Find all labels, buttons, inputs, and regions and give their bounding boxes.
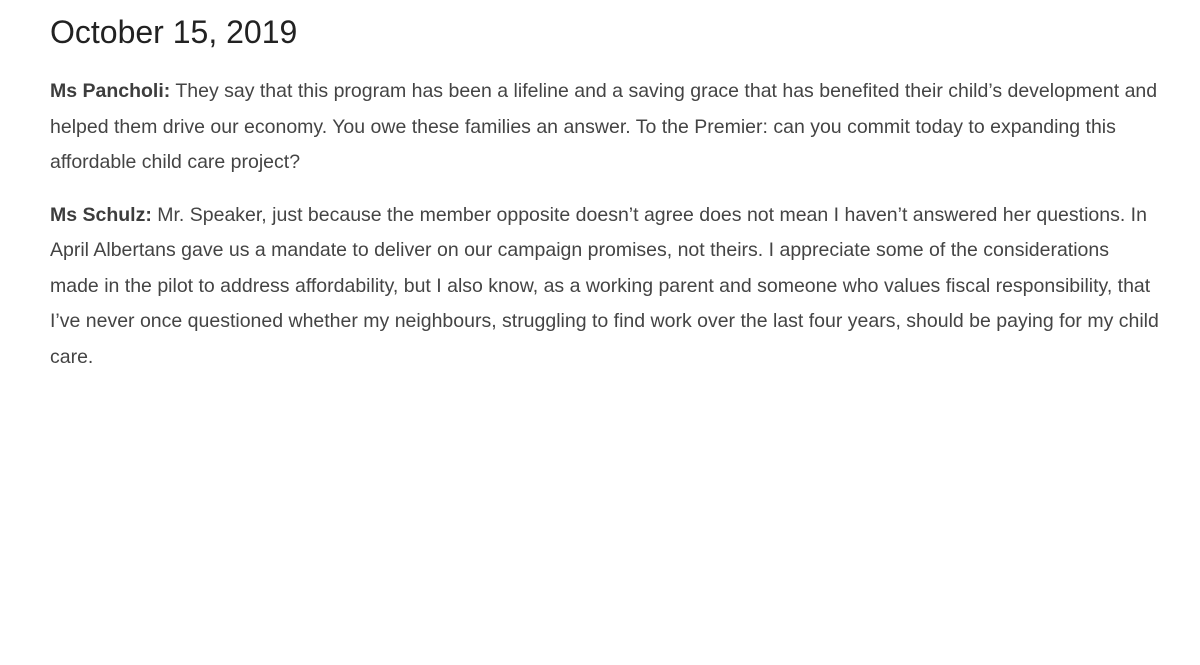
date-heading: October 15, 2019 (50, 14, 298, 50)
speech-schulz (50, 198, 1160, 376)
speech-text: Mr. Speaker, just because the member opposite doesn’t agree does not mean I haven’t answered her questions. In April Albertans gave us a mandate to deliver on our campaign promises, not theirs. I appreciate some of the considerations made in the pilot to address affordability, but I also know, as a working parent and someone who values fiscal responsibility, that I’ve never once questioned whether my neighbours, struggling to find work over the last four years, should be paying for my child care. (50, 203, 1159, 368)
transcript (50, 74, 1160, 375)
speech-text: They say that this program has been a lifeline and a saving grace that has benefited their child’s development and helped them drive our economy. You owe these families an answer. To the Premier: can you commit today to expanding this affordable child care project? (50, 80, 1158, 173)
speaker-name: Ms Pancholi: (50, 80, 171, 102)
speech-pancholi (50, 74, 1160, 181)
speaker-name: Ms Schulz: (50, 203, 152, 226)
